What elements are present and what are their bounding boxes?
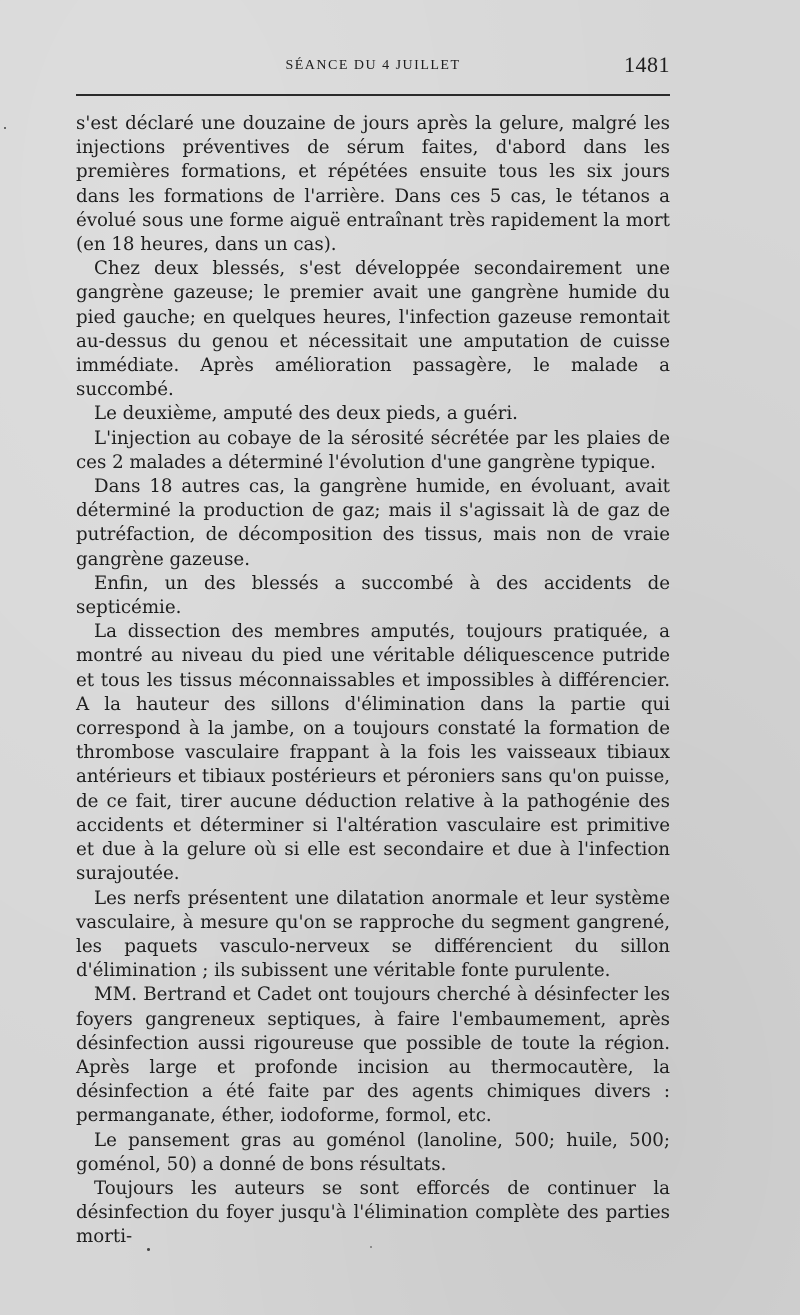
paragraph: Enfin, un des blessés a succombé à des accidents de septicémie. xyxy=(76,572,670,619)
ink-speck xyxy=(147,1248,150,1251)
header-rule xyxy=(76,94,670,96)
paragraph: L'injection au cobaye de la sérosité sécrétée par les plaies de ces 2 malades a déterminé l'évolution d'une gangrène typique. xyxy=(76,427,670,473)
paragraph: Toujours les auteurs se sont efforcés de continuer la désinfection du foyer jusqu'à l'élimination complète des parties morti- xyxy=(76,1177,670,1248)
running-title: SÉANCE DU 4 JUILLET xyxy=(285,58,461,73)
paragraph: Le deuxième, amputé des deux pieds, a guéri. xyxy=(94,403,518,425)
ink-speck xyxy=(4,127,6,129)
paragraph: MM. Bertrand et Cadet ont toujours cherché à désinfecter les foyers gangreneux septiques, à faire l'embaumement, après désinfection aussi rigoureuse que possible de toute la région. Après large et profonde incision au thermocautère, la désinfection a été faite par des agents chimiques divers : permanganate, éther, iodoforme, formol, etc. xyxy=(76,984,670,1127)
ink-speck xyxy=(370,1246,372,1248)
paragraph: La dissection des membres amputés, toujours pratiquée, a montré au niveau du pied une véritable déliquescence putride et tous les tissus méconnaissables et impossibles à différencier. A la hauteur des sillons d'élimination dans la partie qui correspond à la jambe, on a toujours constaté la formation de thrombose vasculaire frappant à la fois les vaisseaux tibiaux antérieurs et tibiaux postérieurs et péroniers sans qu'on puisse, de ce fait, tirer aucune déduction relative à la pathogénie des accidents et déterminer si l'altération vasculaire est primitive et due à la gelure où si elle est secondaire et due à l'infection surajoutée. xyxy=(76,621,670,885)
paragraph: Dans 18 autres cas, la gangrène humide, en évoluant, avait déterminé la production de gaz; mais il s'agissait là de gaz de putréfaction, de décomposition des tissus, mais non de vraie gangrène gazeuse. xyxy=(76,476,670,570)
paragraph: Chez deux blessés, s'est développée secondairement une gangrène gazeuse; le premier avait une gangrène humide du pied gauche; en quelques heures, l'infection gazeuse remontait au-dessus du genou et nécessitait une amputation de cuisse immédiate. Après amélioration passagère, le malade a succombé. xyxy=(76,258,670,401)
paragraph: s'est déclaré une douzaine de jours après la gelure, malgré les injections préventives de sérum faites, d'abord dans les premières formations, et répétées ensuite tous les six jours dans les formations de l'arrière. Dans ces 5 cas, le tétanos a évolué sous une forme aiguë entraînant très rapidement la mort (en 18 heures, dans un cas). xyxy=(76,113,670,256)
body-text xyxy=(76,112,670,1250)
paragraph: Les nerfs présentent une dilatation anormale et leur système vasculaire, à mesure qu'on se rapproche du segment gangrené, les paquets vasculo-nerveux se différencient du sillon d'élimination ; ils subissent une véritable fonte purulente. xyxy=(76,887,670,982)
running-head xyxy=(76,52,670,82)
paragraph: Le pansement gras au goménol (lanoline, 500; huile, 500; goménol, 50) a donné de bons résultats. xyxy=(76,1129,670,1175)
page-number: 1481 xyxy=(624,52,670,77)
